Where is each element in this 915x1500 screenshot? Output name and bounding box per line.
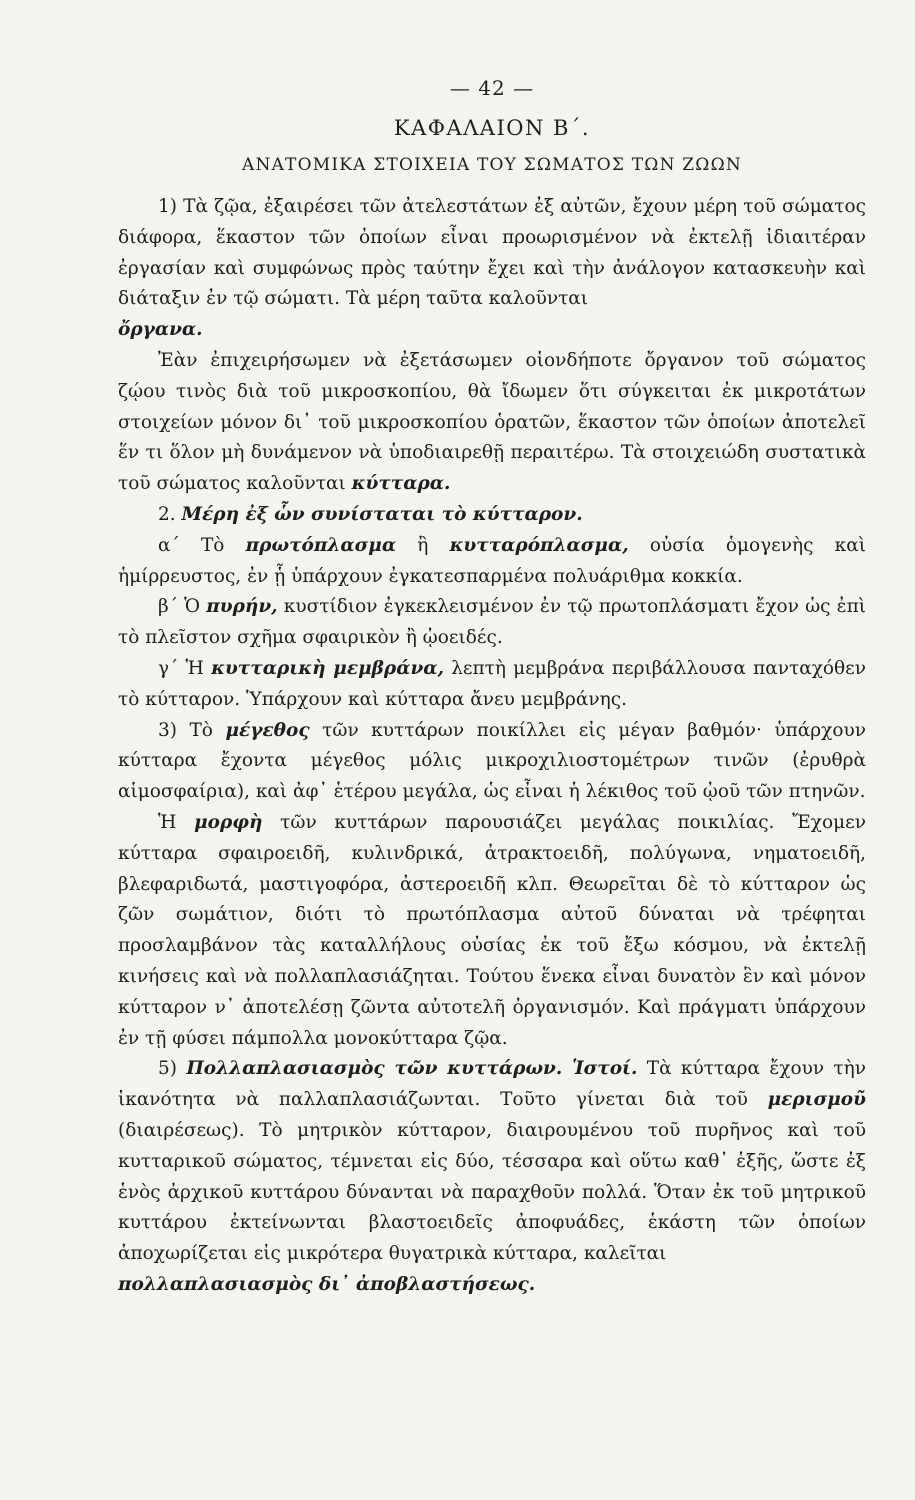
conjunction: ἢ: [417, 534, 429, 556]
paragraph-text: Τὰ κύτταρα ἔχουν τὴν ἱκανότητα νὰ παλλαπλασιάζωνται. Τοῦτο γίνεται διὰ τοῦ: [118, 1058, 866, 1111]
item-label: Ἡ: [158, 811, 177, 833]
paragraph-multiplication: [118, 1054, 866, 1270]
term-line-organs: [118, 315, 866, 346]
paragraph-size: [118, 716, 866, 808]
term-cytoplasm: κυτταρόπλασμα,: [449, 534, 629, 556]
term-division: μερισμοῦ: [767, 1089, 866, 1111]
term-cells: κύτταρα.: [351, 473, 451, 495]
chapter-title: ΚΑΦΑΛΑΙΟΝ Β΄.: [393, 116, 591, 140]
item-label: 3) Τὸ: [158, 719, 213, 741]
paragraph-protoplasm: [118, 531, 866, 593]
paragraph-text: Ἐὰν ἐπιχειρήσωμεν νὰ ἐξετάσωμεν οἱονδήποτε ὄργανον τοῦ σώματος ζῴου τινὸς διὰ τοῦ μικροσκοπίου, θὰ ἴδωμεν ὅτι σύγκειται ἐκ μικροτάτων στοιχείων μόνον δι᾿ τοῦ μικροσκοπίου ὁρατῶν, ἕκαστον τῶν ὁποίων ἀποτελεῖ ἕν τι ὅλον μὴ δυνάμενον νὰ ὑποδιαιρεθῇ περαιτέρω. Τὰ στοιχειώδη συστατικὰ τοῦ σώματος καλοῦνται: [118, 349, 866, 495]
item-label: γ΄ Ἡ: [158, 657, 204, 679]
heading-text: Μέρη ἐξ ὧν συνίσταται τὸ κύτταρον.: [181, 503, 583, 525]
section-title: ΑΝΑΤΟΜΙΚΑ ΣΤΟΙΧΕΙΑ ΤΟΥ ΣΩΜΑΤΟΣ ΤΩΝ ΖΩΩΝ: [242, 155, 742, 175]
heading-number: 2.: [158, 503, 176, 525]
heading-text: Πολλαπλασιασμὸς τῶν κυττάρων. Ἱστοί.: [186, 1058, 638, 1080]
paragraph-text: κυστίδιον ἐγκεκλεισμένον ἐν τῷ πρωτοπλάσματι ἔχον ὡς ἐπὶ τὸ πλεῖστον σχῆμα σφαιρικὸν ἢ ᾠοειδές.: [118, 596, 867, 649]
term-size: μέγεθος: [225, 719, 310, 741]
term-shape: μορφὴ: [194, 811, 263, 833]
item-label: β΄ Ὁ: [158, 596, 201, 618]
term-protoplasm: πρωτόπλασμα: [245, 534, 397, 556]
book-page: [118, 70, 866, 1301]
paragraph-cells: [118, 346, 866, 500]
paragraph-membrane: [118, 654, 866, 716]
paragraph-shape: [118, 808, 866, 1054]
term-nucleus: πυρήν,: [206, 596, 278, 618]
heading-number: 5): [158, 1058, 177, 1080]
paragraph-text: λεπτὴ μεμβράνα περιβάλλουσα πανταχόθεν τὸ κύτταρον. Ὑπάρχουν καὶ κύτταρα ἄνευ μεμβράνης.: [118, 657, 867, 710]
paragraph-text: 1) Τὰ ζῷα, ἐξαιρέσει τῶν ἀτελεστάτων ἐξ αὐτῶν, ἔχουν μέρη τοῦ σώματος διάφορα, ἕκαστον τῶν ὁποίων εἶναι προωρισμένον νὰ ἐκτελῇ ἰδιαιτέραν ἐργασίαν καὶ συμφώνως πρὸς ταύτην ἔχει καὶ τὴν ἀνάλογον κατασκευὴν καὶ διάταξιν ἐν τῷ σώματι. Τὰ μέρη ταῦτα καλοῦνται: [118, 196, 866, 310]
item-label: α΄ Τὸ: [158, 534, 225, 556]
term-budding: πολλαπλασιασμὸς δι᾿ ἀποβλαστήσεως.: [118, 1273, 536, 1295]
term-organs: ὄργανα.: [118, 319, 203, 341]
paragraph-organs: [118, 192, 866, 315]
term-membrane: κυτταρικὴ μεμβράνα,: [211, 657, 444, 679]
paragraph-nucleus: [118, 592, 866, 654]
paragraph-text: τῶν κυττάρων ποικίλλει εἰς μέγαν βαθμόν· ὑπάρχουν κύτταρα ἔχοντα μέγεθος μόλις μικροχιλιοστομέτρων τινῶν (ἐρυθρὰ αἱμοσφαίρια), καὶ ἀφ᾿ ἑτέρου μεγάλα, ὡς εἶναι ἡ λέκιθος τοῦ ᾠοῦ τῶν πτηνῶν.: [118, 719, 866, 803]
paragraph-text: οὐσία ὁμογενὴς καὶ ἡμίρρευστος, ἐν ᾗ ὑπάρχουν ἐγκατεσπαρμένα πολυάριθμα κοκκία.: [118, 534, 866, 587]
paragraph-text: τῶν κυττάρων παρουσιάζει μεγάλας ποικιλίας. Ἔχομεν κύτταρα σφαιροειδῆ, κυλινδρικά, ἀτρακτοειδῆ, πολύγωνα, νηματοειδῆ, βλεφαριδωτά, μαστιγοφόρα, ἀστεροειδῆ κλπ. Θεωρεῖται δὲ τὸ κύτταρον ὡς ζῶν σωμάτιον, διότι τὸ πρωτόπλασμα αὐτοῦ δύναται νὰ τρέφηται προσλαμβάνον τὰς καταλλήλους οὐσίας ἐκ τοῦ ἔξω κόσμου, νὰ ἐκτελῇ κινήσεις καὶ νὰ πολλαπλασιάζηται. Τούτου ἕνεκα εἶναι δυνατὸν ἓν καὶ μόνον κύτταρον ν᾿ ἀποτελέσῃ ζῶντα αὐτοτελῆ ὀργανισμόν. Καὶ πράγματι ὑπάρχουν ἐν τῇ φύσει πάμπολλα μονοκύτταρα ζῷα.: [118, 811, 866, 1049]
paragraph-text: (διαιρέσεως). Τὸ μητρικὸν κύτταρον, διαιρουμένου τοῦ πυρῆνος καὶ τοῦ κυτταρικοῦ σώματος, τέμνεται εἰς δύο, τέσσαρα καὶ οὕτω καθ᾿ ἑξῆς, ὥστε ἐξ ἑνὸς ἀρχικοῦ κυττάρου δύνανται νὰ παραχθοῦν πολλά. Ὅταν ἐκ τοῦ μητρικοῦ κυττάρου ἐκτείνωνται βλαστοειδεῖς ἀποφυάδες, ἑκάστη τῶν ὁποίων ἀποχωρίζεται εἰς μικρότερα θυγατρικὰ κύτταρα, καλεῖται: [118, 1119, 866, 1265]
page-number: — 42 —: [449, 76, 535, 100]
term-line-budding: [118, 1270, 866, 1301]
heading-cell-parts: [118, 500, 866, 531]
